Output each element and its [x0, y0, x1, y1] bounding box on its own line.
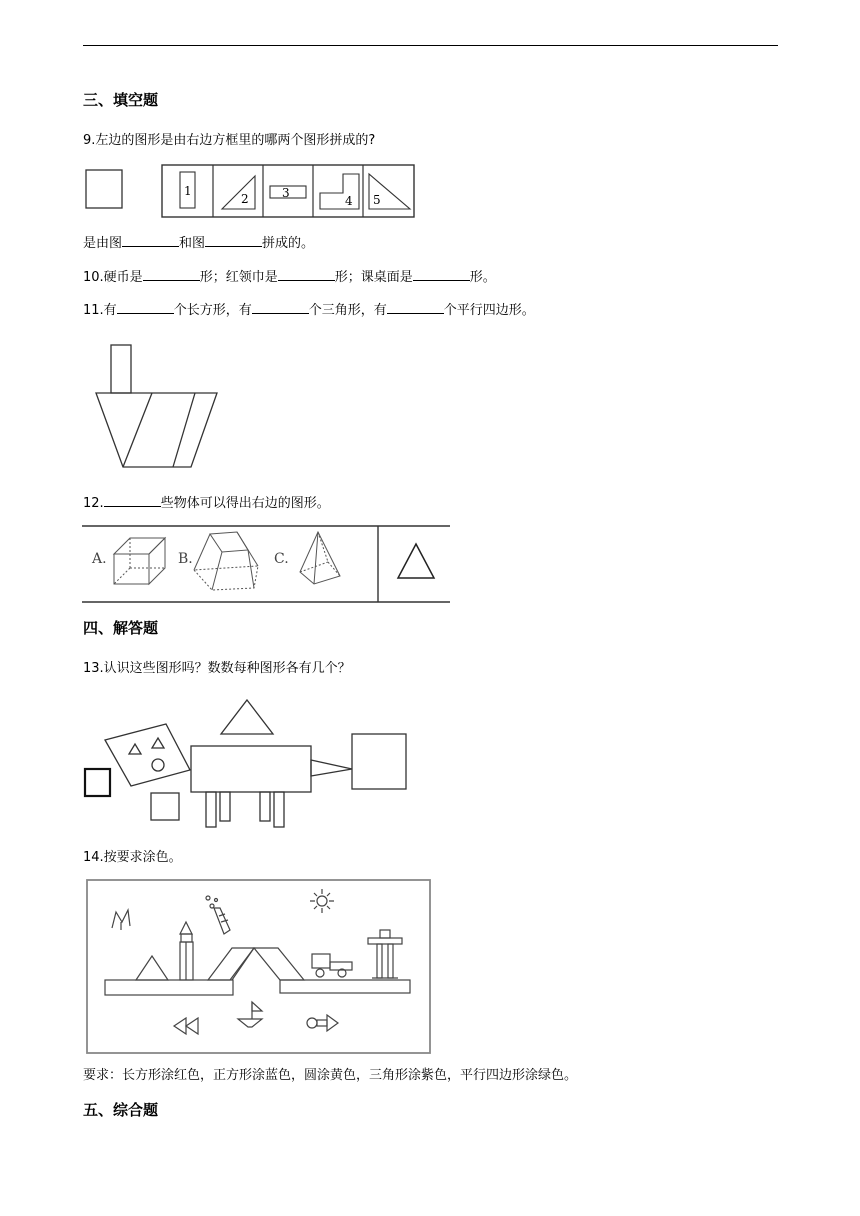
arrow-triangle-shape [174, 1018, 186, 1034]
arrow-head-triangle-shape [327, 1015, 338, 1031]
question-11-figure [92, 342, 222, 474]
question-11: 11.有 个长方形，有 个三角形，有 个平行四边形。 [83, 303, 535, 318]
bold-square-shape [85, 769, 110, 796]
rocket-shape [214, 908, 230, 934]
option-2-triangle [222, 176, 255, 209]
answer-blank[interactable] [143, 268, 200, 281]
answer-blank[interactable] [117, 301, 174, 314]
option-4-l-shape [320, 174, 359, 209]
arrow-rectangle-shape [317, 1020, 327, 1026]
tower-top-triangle-shape [180, 922, 192, 934]
option-4-label: 4 [345, 194, 353, 208]
question-13-title: 13.认识这些图形吗？数数每种图形各有几个？ [83, 661, 351, 676]
question-14-requirement: 要求：长方形涂红色，正方形涂蓝色，圆涂黄色，三角形涂紫色，平行四边形涂绿色。 [83, 1068, 578, 1083]
header-rule [83, 45, 778, 46]
section-heading-fill-blank: 三、填空题 [83, 91, 159, 109]
arrow-circle-shape [307, 1018, 317, 1028]
ground-rectangle-shape [105, 980, 233, 995]
question-10: 10.硬币是 形；红领巾是 形；课桌面是 形。 [83, 270, 496, 285]
question-14-title: 14.按要求涂色。 [83, 850, 182, 865]
small-triangle-shape [152, 738, 164, 748]
arrow-triangle-shape [186, 1018, 198, 1034]
option-b-label: B. [178, 551, 193, 567]
parallelogram-shape [105, 724, 190, 786]
leg-rectangle-shape [274, 792, 284, 827]
triangle-shape [136, 956, 168, 980]
parallelogram-shape [208, 948, 254, 980]
option-a-label: A. [92, 551, 107, 567]
section-heading-comprehensive: 五、综合题 [83, 1101, 159, 1119]
question-12: 12. 些物体可以得出右边的图形。 [83, 496, 330, 511]
small-square-shape [151, 793, 179, 820]
wheel-circle-shape [316, 969, 324, 977]
table-leg-rectangle-shape [388, 944, 393, 978]
section-heading-answer: 四、解答题 [83, 619, 159, 637]
chimney-rectangle [111, 345, 131, 393]
option-c-label: C. [274, 551, 289, 567]
head-square-shape [352, 734, 406, 789]
answer-blank[interactable] [205, 234, 262, 247]
small-triangle-shape [129, 744, 141, 754]
question-9-answer-line: 是由图 和图 拼成的。 [83, 236, 315, 251]
answer-blank[interactable] [278, 268, 335, 281]
answer-blank[interactable] [387, 301, 444, 314]
table-leg-rectangle-shape [377, 944, 382, 978]
body-rectangle-shape [191, 746, 311, 792]
question-9-figure [83, 160, 418, 222]
question-14-figure [86, 878, 432, 1056]
option-3-label: 3 [282, 186, 290, 200]
answer-blank[interactable] [413, 268, 470, 281]
tower-square-shape [181, 934, 192, 942]
leg-rectangle-shape [220, 792, 230, 821]
option-b-frustum [194, 532, 258, 590]
trapezoid-outline [96, 393, 217, 467]
option-5-label: 5 [373, 193, 381, 207]
picture-frame [87, 880, 430, 1053]
answer-blank[interactable] [104, 494, 161, 507]
option-a-cube [114, 538, 165, 584]
small-circle-shape [206, 896, 210, 900]
target-triangle-shape [398, 544, 434, 578]
leg-rectangle-shape [206, 792, 216, 827]
neck-shape [311, 760, 352, 776]
option-c-pyramid [300, 532, 340, 584]
question-13-figure [80, 694, 412, 834]
table-head-square-shape [380, 930, 390, 938]
sail-triangle-shape [252, 1002, 262, 1011]
parallelogram-shape [254, 948, 304, 980]
question-12-figure [82, 522, 454, 606]
table-top-rectangle-shape [368, 938, 402, 944]
ground-rectangle-shape [280, 980, 410, 993]
truck-cab-square-shape [312, 954, 330, 968]
answer-blank[interactable] [252, 301, 309, 314]
option-1-label: 1 [184, 184, 192, 198]
boat-shape [238, 1019, 262, 1027]
top-triangle-shape [221, 700, 273, 734]
question-9-title: 9.左边的图形是由右边方框里的哪两个图形拼成的? [83, 133, 376, 148]
small-circle-shape [152, 759, 164, 771]
option-2-label: 2 [241, 192, 249, 206]
answer-blank[interactable] [122, 234, 179, 247]
small-circle-shape [215, 899, 218, 902]
leg-rectangle-shape [260, 792, 270, 821]
sun-circle-shape [317, 896, 327, 906]
composite-square-shape [86, 170, 122, 208]
